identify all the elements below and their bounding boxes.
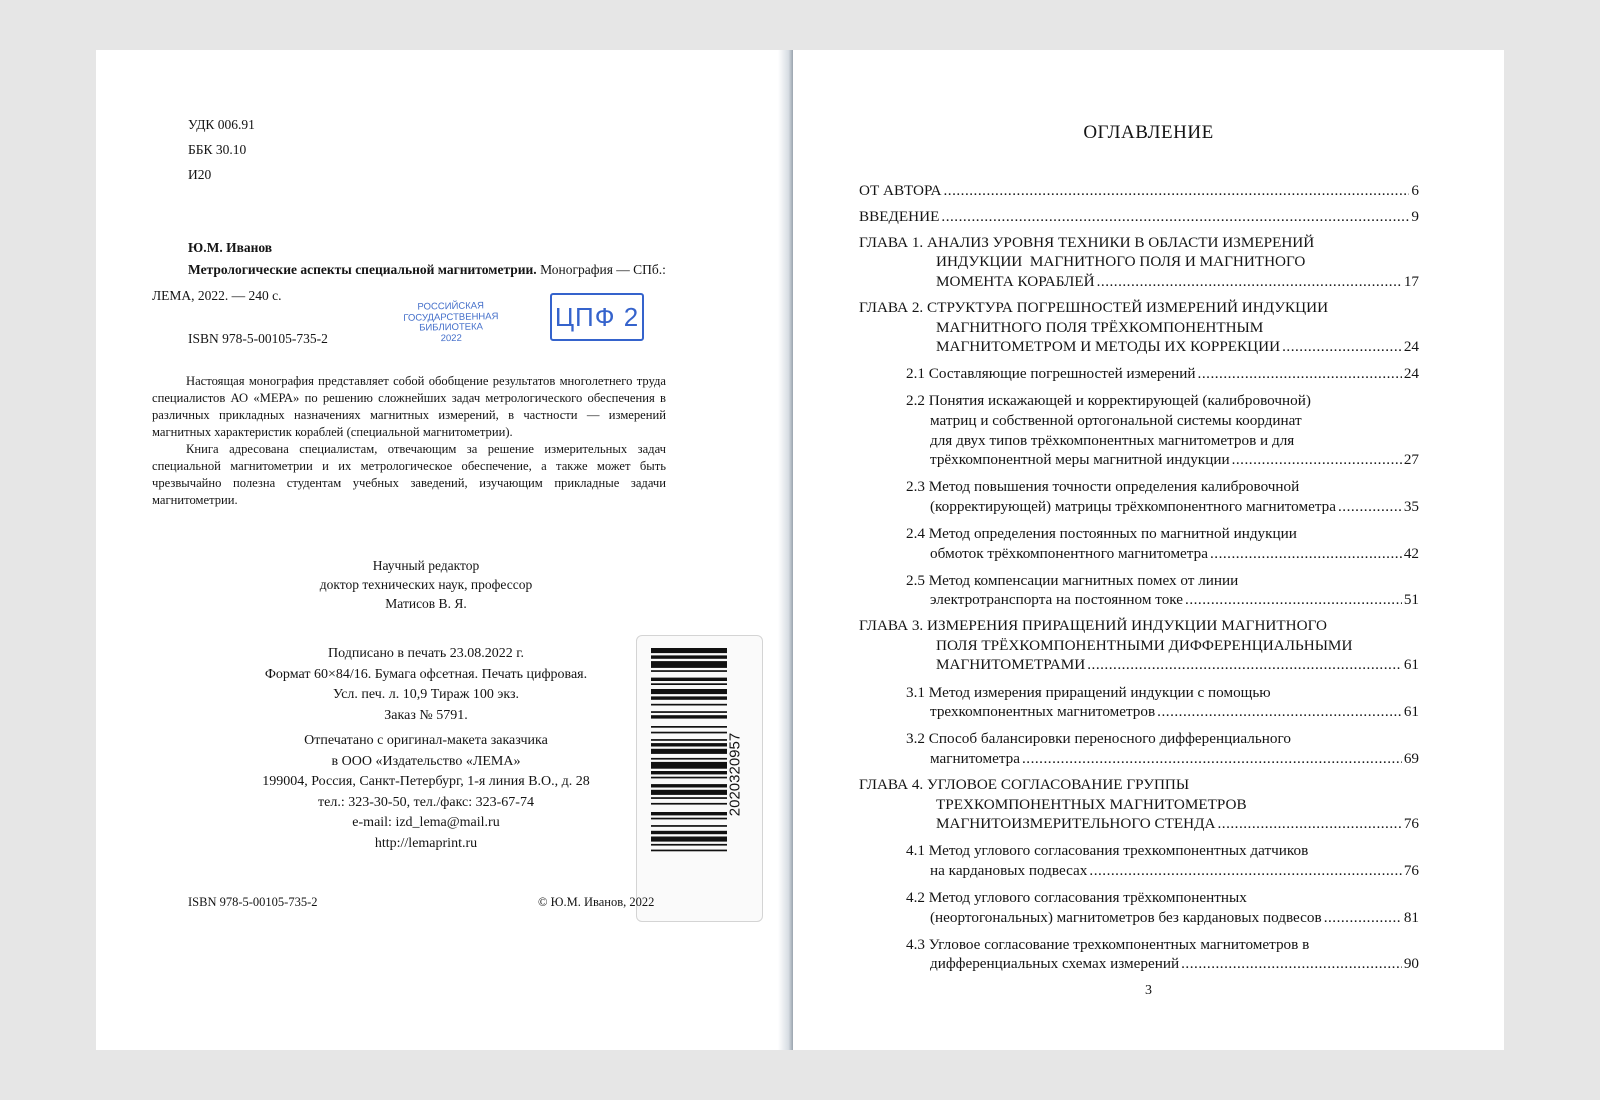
toc-section [859, 364, 1419, 384]
scientific-editor [226, 556, 626, 613]
printer-line: 199004, Россия, Санкт-Петербург, 1-я линия В.О., д. 28 [262, 774, 590, 789]
toc-entry-title: ОТ АВТОРА [859, 181, 942, 199]
toc-entry-title: МАГНИТОМЕТРАМИ [936, 656, 1086, 674]
toc-line: 4.2 Метод углового согласования трёхкомпонентных [906, 888, 1247, 906]
toc-entry-title: МАГНИТОМЕТРОМ И МЕТОДЫ ИХ КОРРЕКЦИИ [936, 338, 1281, 356]
toc-page-number: 61 [1403, 656, 1419, 674]
toc-leader-dots [943, 181, 1409, 201]
barcode-bar [651, 803, 727, 805]
author-name: Ю.М. Иванов [188, 240, 273, 255]
left-page [96, 50, 788, 1050]
toc-page-number: 35 [1403, 497, 1419, 515]
toc-entry-title: (неортогональных) магнитометров без кардановых подвесов [930, 908, 1322, 926]
toc-page-number: 42 [1403, 544, 1419, 562]
toc-chapter [859, 775, 1419, 834]
toc-line: ГЛАВА 1. АНАЛИЗ УРОВНЯ ТЕХНИКИ В ОБЛАСТИ ИЗМЕРЕНИЙ [859, 233, 1315, 251]
editor-line: Матисов В. Я. [385, 596, 467, 611]
editor-line: Научный редактор [372, 558, 480, 573]
toc-line: 4.1 Метод углового согласования трехкомпонентных датчиков [906, 842, 1309, 860]
publisher-line: ЛЕМА, 2022. — 240 с. [152, 288, 282, 303]
toc-leader-dots [1157, 702, 1402, 722]
imprint-line: Подписано в печать 23.08.2022 г. [328, 646, 524, 661]
toc-section [859, 683, 1419, 722]
toc-line: 2.2 Понятия искажающей и корректирующей (калибровочной) [906, 392, 1311, 410]
barcode-bar [651, 771, 727, 774]
toc-chapter [859, 181, 1419, 201]
toc-entry-title: (корректирующей) матрицы трёхкомпонентного магнитометра [930, 497, 1336, 515]
toc-entry-line [859, 272, 1419, 292]
right-page [793, 50, 1504, 1050]
toc-leader-dots [1232, 450, 1402, 470]
toc-entry-title: магнитометра [930, 749, 1020, 767]
printer-line: тел.: 323-30-50, тел./факс: 323-67-74 [318, 794, 534, 810]
toc-line: 2.3 Метод повышения точности определения калибровочной [906, 478, 1300, 496]
toc-entry-line [859, 861, 1419, 881]
barcode-bar [651, 743, 727, 746]
toc-leader-dots [1217, 814, 1401, 834]
toc-entry-title: на кардановых подвесах [930, 861, 1088, 879]
barcode-bar [651, 655, 727, 658]
toc-entry-line [859, 702, 1419, 722]
toc-page-number: 24 [1403, 365, 1419, 383]
toc-page-number: 51 [1403, 591, 1419, 609]
barcode-bar [651, 749, 727, 754]
toc-section [859, 729, 1419, 768]
toc-entry-line [859, 655, 1419, 675]
title-rest: Монография — СПб.: [536, 262, 666, 277]
barcode-bar [651, 739, 727, 741]
toc-page-number: 6 [1411, 181, 1419, 199]
toc-page-number: 27 [1403, 451, 1419, 469]
abstract-paragraph-2: Книга адресована специалистам, отвечающим за решение измерительных задач специальной магнитометрии и их метрологическое обеспечение, а также может быть чрезвычайно полезна студентам учебных заведений, изучающим прикладные задачи магнитометрии. [152, 442, 666, 507]
toc-leader-dots [1338, 497, 1402, 517]
toc-section [859, 841, 1419, 880]
stamp-line: БИБЛИОТЕКА [419, 321, 484, 334]
toc-leader-dots [1181, 954, 1402, 974]
barcode-bar [651, 825, 727, 827]
imprint-line: Заказ № 5791. [384, 707, 468, 723]
toc-chapter [859, 207, 1419, 227]
printer-line: http://lemaprint.ru [374, 835, 478, 851]
toc-entry-line [859, 337, 1419, 357]
barcode-bar [651, 648, 727, 653]
toc-section [859, 524, 1419, 563]
barcode-bar [651, 812, 727, 815]
imprint-line: Усл. печ. л. 10,9 Тираж 100 экз. [332, 687, 520, 702]
toc-leader-dots [1089, 861, 1401, 881]
barcode-bar [651, 837, 727, 842]
toc-leader-dots [1022, 749, 1402, 769]
toc-entry-line [859, 814, 1419, 834]
toc-line: ТРЕХКОМПОНЕНТНЫХ МАГНИТОМЕТРОВ [936, 795, 1247, 813]
toc-entry-line [859, 544, 1419, 564]
toc-line: 4.3 Угловое согласование трехкомпонентных магнитометров в [906, 935, 1310, 953]
printer-block [186, 731, 666, 854]
toc-section [859, 391, 1419, 469]
barcode-bar [651, 777, 727, 779]
toc-chapter [859, 616, 1419, 675]
toc-entry-title: 2.1 Составляющие погрешностей измерений [906, 365, 1196, 383]
toc-section [859, 935, 1419, 974]
toc-leader-dots [941, 207, 1409, 227]
toc-section [859, 571, 1419, 610]
barcode-bar [651, 844, 727, 846]
barcode-bar [651, 818, 727, 820]
barcode-bar [651, 762, 727, 769]
barcode-bar [651, 678, 727, 681]
toc-line: МАГНИТНОГО ПОЛЯ ТРЁХКОМПОНЕНТНЫМ [936, 318, 1264, 336]
toc-entry-title: ВВЕДЕНИЕ [859, 207, 940, 225]
copyright: © Ю.М. Иванов, 2022 [538, 895, 655, 909]
barcode-bar [651, 715, 727, 718]
toc-entry-line [859, 364, 1419, 384]
toc-entry-title: электротранспорта на постоянном токе [930, 591, 1184, 609]
toc-line: ГЛАВА 4. УГЛОВОЕ СОГЛАСОВАНИЕ ГРУППЫ [859, 775, 1190, 793]
toc-entry-line [859, 450, 1419, 470]
barcode-number: 2020320957 [726, 732, 744, 817]
barcode-bar [651, 732, 727, 734]
toc-entry-title: трехкомпонентных магнитометров [930, 703, 1156, 721]
bbk-code: ББК 30.10 [188, 142, 247, 157]
toc-page-number: 90 [1403, 955, 1419, 973]
toc-entry-title: МОМЕНТА КОРАБЛЕЙ [936, 272, 1095, 290]
barcode-bar [651, 784, 727, 787]
barcode-bar [651, 696, 727, 699]
page-number: 3 [1145, 983, 1152, 998]
barcode-bar [651, 670, 727, 672]
toc-entry-title: трёхкомпонентной меры магнитной индукции [930, 451, 1230, 469]
stamp-line: 2022 [440, 332, 462, 344]
toc-entry-line [859, 749, 1419, 769]
toc-page-number: 17 [1403, 272, 1419, 290]
book-spread [96, 50, 1504, 1050]
toc-leader-dots [1210, 544, 1402, 564]
toc-page-number: 9 [1411, 207, 1419, 225]
toc-page-number: 69 [1403, 749, 1419, 767]
toc-entry-line [859, 954, 1419, 974]
barcode-bar [651, 758, 727, 760]
barcode-bar [651, 711, 727, 713]
toc-entry-line [859, 181, 1419, 201]
toc-page-number: 24 [1403, 338, 1419, 356]
toc-entry-line [859, 497, 1419, 517]
toc-line: 2.4 Метод определения постоянных по магнитной индукции [906, 524, 1297, 542]
barcode-bar [651, 683, 727, 685]
toc-leader-dots [1087, 655, 1402, 675]
barcode-icon [651, 648, 727, 908]
editor-line: доктор технических наук, профессор [319, 577, 533, 592]
isbn-top: ISBN 978-5-00105-735-2 [188, 331, 328, 346]
barcode-bar [651, 726, 727, 728]
author-code: И20 [188, 167, 212, 182]
toc-entry-line [859, 207, 1419, 227]
barcode-bar [651, 689, 727, 694]
barcode-bar [651, 831, 727, 834]
toc-line: ГЛАВА 2. СТРУКТУРА ПОГРЕШНОСТЕЙ ИЗМЕРЕНИЙ ИНДУКЦИИ [859, 298, 1329, 316]
barcode-bar [651, 790, 727, 795]
toc-section [859, 477, 1419, 516]
toc-chapter [859, 233, 1419, 292]
toc-page-number: 61 [1403, 703, 1419, 721]
toc-entry-line [859, 908, 1419, 928]
barcode-sticker [636, 635, 763, 922]
toc-page-number: 76 [1403, 861, 1419, 879]
toc-page-number: 76 [1403, 815, 1419, 833]
toc-leader-dots [1198, 364, 1402, 384]
table-of-contents [859, 174, 1419, 974]
toc-page-number: 81 [1403, 908, 1419, 926]
library-stamp [386, 301, 517, 345]
imprint-line: Формат 60×84/16. Бумага офсетная. Печать цифровая. [264, 666, 588, 682]
stamp-line: ГОСУДАРСТВЕННАЯ [403, 310, 499, 324]
toc-line: ИНДУКЦИИ МАГНИТНОГО ПОЛЯ И МАГНИТНОГО [936, 253, 1306, 271]
stamp-line: РОССИЙСКАЯ [417, 300, 485, 313]
udk-code: УДК 006.91 [188, 117, 255, 132]
barcode-bar [651, 661, 727, 668]
cpf-stamp: ЦПФ 2 [550, 293, 644, 341]
toc-leader-dots [1185, 590, 1402, 610]
abstract-paragraph-1: Настоящая монография представляет собой обобщение результатов многолетнего труда специалистов АО «МЕРА» по решению сложнейших задач метрологического обеспечения в различных прикладных назначениях магнитных измерений, в частности — измерений магнитных характеристик кораблей (специальной магнитометрии). [152, 374, 666, 439]
toc-line: 2.5 Метод компенсации магнитных помех от линии [906, 571, 1239, 589]
barcode-bar [651, 704, 727, 706]
printer-line: e-mail: izd_lema@mail.ru [352, 815, 500, 830]
toc-leader-dots [1282, 337, 1402, 357]
printer-line: в ООО «Издательство «ЛЕМА» [331, 753, 521, 769]
toc-line: 3.1 Метод измерения приращений индукции с помощью [906, 683, 1271, 701]
toc-chapter [859, 298, 1419, 357]
barcode-bar [651, 797, 727, 799]
isbn-footer: ISBN 978-5-00105-735-2 [188, 895, 318, 909]
book-title [188, 258, 666, 282]
toc-section [859, 888, 1419, 927]
toc-entry-line [859, 590, 1419, 610]
imprint-block [206, 644, 646, 726]
abstract [152, 373, 666, 509]
toc-line: для двух типов трёхкомпонентных магнитометров и для [930, 431, 1295, 449]
toc-line: ГЛАВА 3. ИЗМЕРЕНИЯ ПРИРАЩЕНИЙ ИНДУКЦИИ МАГНИТНОГО [859, 617, 1327, 635]
toc-entry-title: дифференциальных схемах измерений [930, 955, 1180, 973]
toc-entry-title: МАГНИТОИЗМЕРИТЕЛЬНОГО СТЕНДА [936, 815, 1216, 833]
toc-line: матриц и собственной ортогональной системы координат [930, 411, 1302, 429]
toc-heading: ОГЛАВЛЕНИЕ [1083, 122, 1214, 143]
toc-entry-title: обмоток трёхкомпонентного магнитометра [930, 544, 1208, 562]
printer-line: Отпечатано с оригинал-макета заказчика [304, 733, 548, 748]
title-bold: Метрологические аспекты специальной магнитометрии. [188, 262, 537, 277]
toc-leader-dots [1097, 272, 1402, 292]
toc-line: 3.2 Способ балансировки переносного дифференциального [906, 730, 1291, 748]
toc-line: ПОЛЯ ТРЁХКОМПОНЕНТНЫМИ ДИФФЕРЕНЦИАЛЬНЫМИ [936, 636, 1353, 654]
toc-leader-dots [1324, 908, 1402, 928]
barcode-bar [651, 850, 727, 852]
